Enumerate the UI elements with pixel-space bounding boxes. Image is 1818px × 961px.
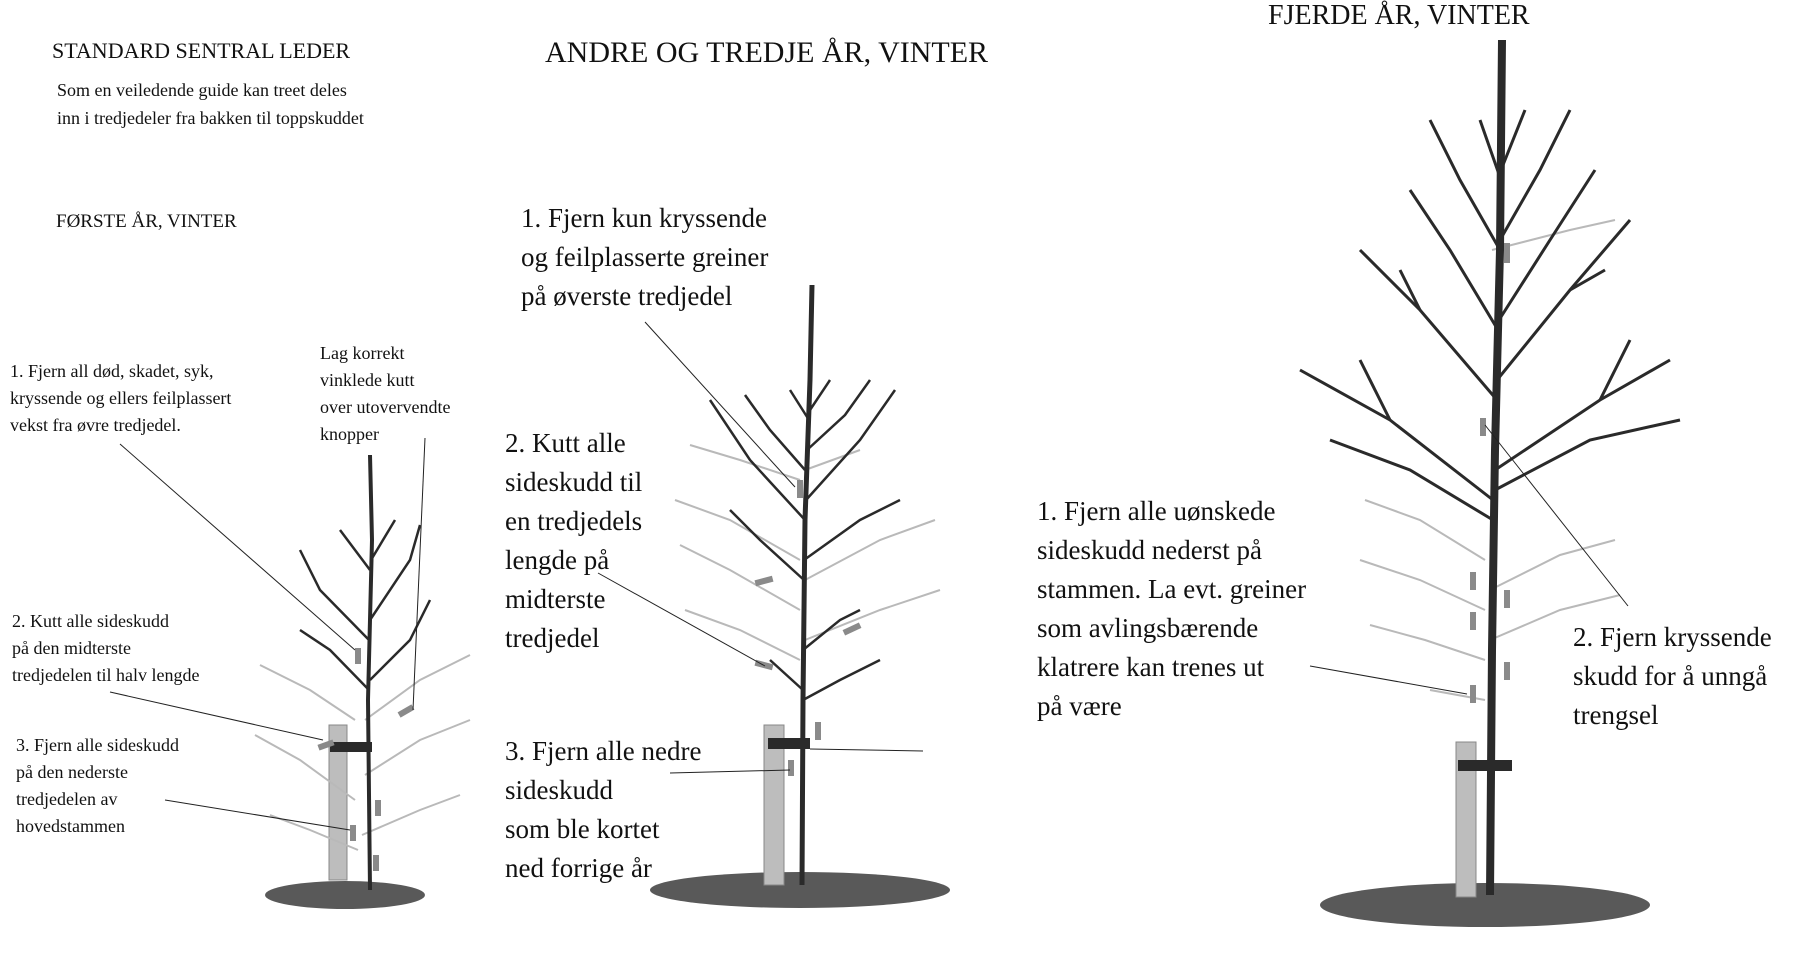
diagram-title: STANDARD SENTRAL LEDER: [52, 38, 351, 63]
second-third-year-heading: ANDRE OG TREDJE ÅR, VINTER: [545, 36, 989, 69]
tree-tie: [1458, 760, 1512, 771]
second-third-year-tree-illustration: [500, 0, 1070, 961]
first-year-note-cut: Lag korrekt vinklede kutt over utovervendte knopper: [320, 343, 451, 444]
intro-text: Som en veiledende guide kan treet deles inn i tredjedeler fra bakken til toppskuddet: [57, 80, 364, 128]
leader-lines: [110, 438, 425, 830]
leader-lines: [598, 322, 923, 773]
live-branches: [300, 520, 430, 690]
panel-second-third-year: [500, 0, 1070, 961]
fourth-year-note-1: 1. Fjern alle uønskede sideskudd nederst på stammen. La evt. greiner som avlingsbærende klatrere kan trenes ut på være: [1037, 496, 1307, 721]
second-third-year-note-1: 1. Fjern kun kryssende og feilplasserte greiner på øverste tredjedel: [521, 203, 769, 311]
first-year-heading: FØRSTE ÅR, VINTER: [56, 211, 237, 232]
first-year-note-1: 1. Fjern all død, skadet, syk, kryssende og ellers feilplassert vekst fra øvre tredjedel.: [10, 361, 232, 435]
first-year-note-2: 2. Kutt alle sideskudd på den midterste tredjedelen til halv lengde: [12, 611, 200, 685]
panel-first-year: [0, 0, 500, 961]
main-trunk: [368, 455, 372, 890]
fourth-year-note-2: 2. Fjern kryssende skudd for å unngå trengsel: [1573, 622, 1772, 730]
fourth-year-tree-illustration: [1030, 0, 1818, 961]
fourth-year-heading: FJERDE ÅR, VINTER: [1268, 0, 1530, 31]
panel-fourth-year: [1030, 0, 1818, 961]
ground-shadow: [265, 881, 425, 909]
second-third-year-note-3: 3. Fjern alle nedre sideskudd som ble kortet ned forrige år: [505, 736, 702, 883]
ground-shadow: [1320, 883, 1650, 927]
main-trunk: [802, 285, 812, 885]
first-year-tree-illustration: [0, 0, 500, 961]
first-year-note-3: 3. Fjern alle sideskudd på den nederste tredjedelen av hovedstammen: [16, 735, 179, 836]
live-branches: [1300, 110, 1680, 520]
second-third-year-note-2: 2. Kutt alle sideskudd til en tredjedels lengde på midterste tredjedel: [505, 428, 643, 653]
tree-tie: [330, 742, 372, 752]
